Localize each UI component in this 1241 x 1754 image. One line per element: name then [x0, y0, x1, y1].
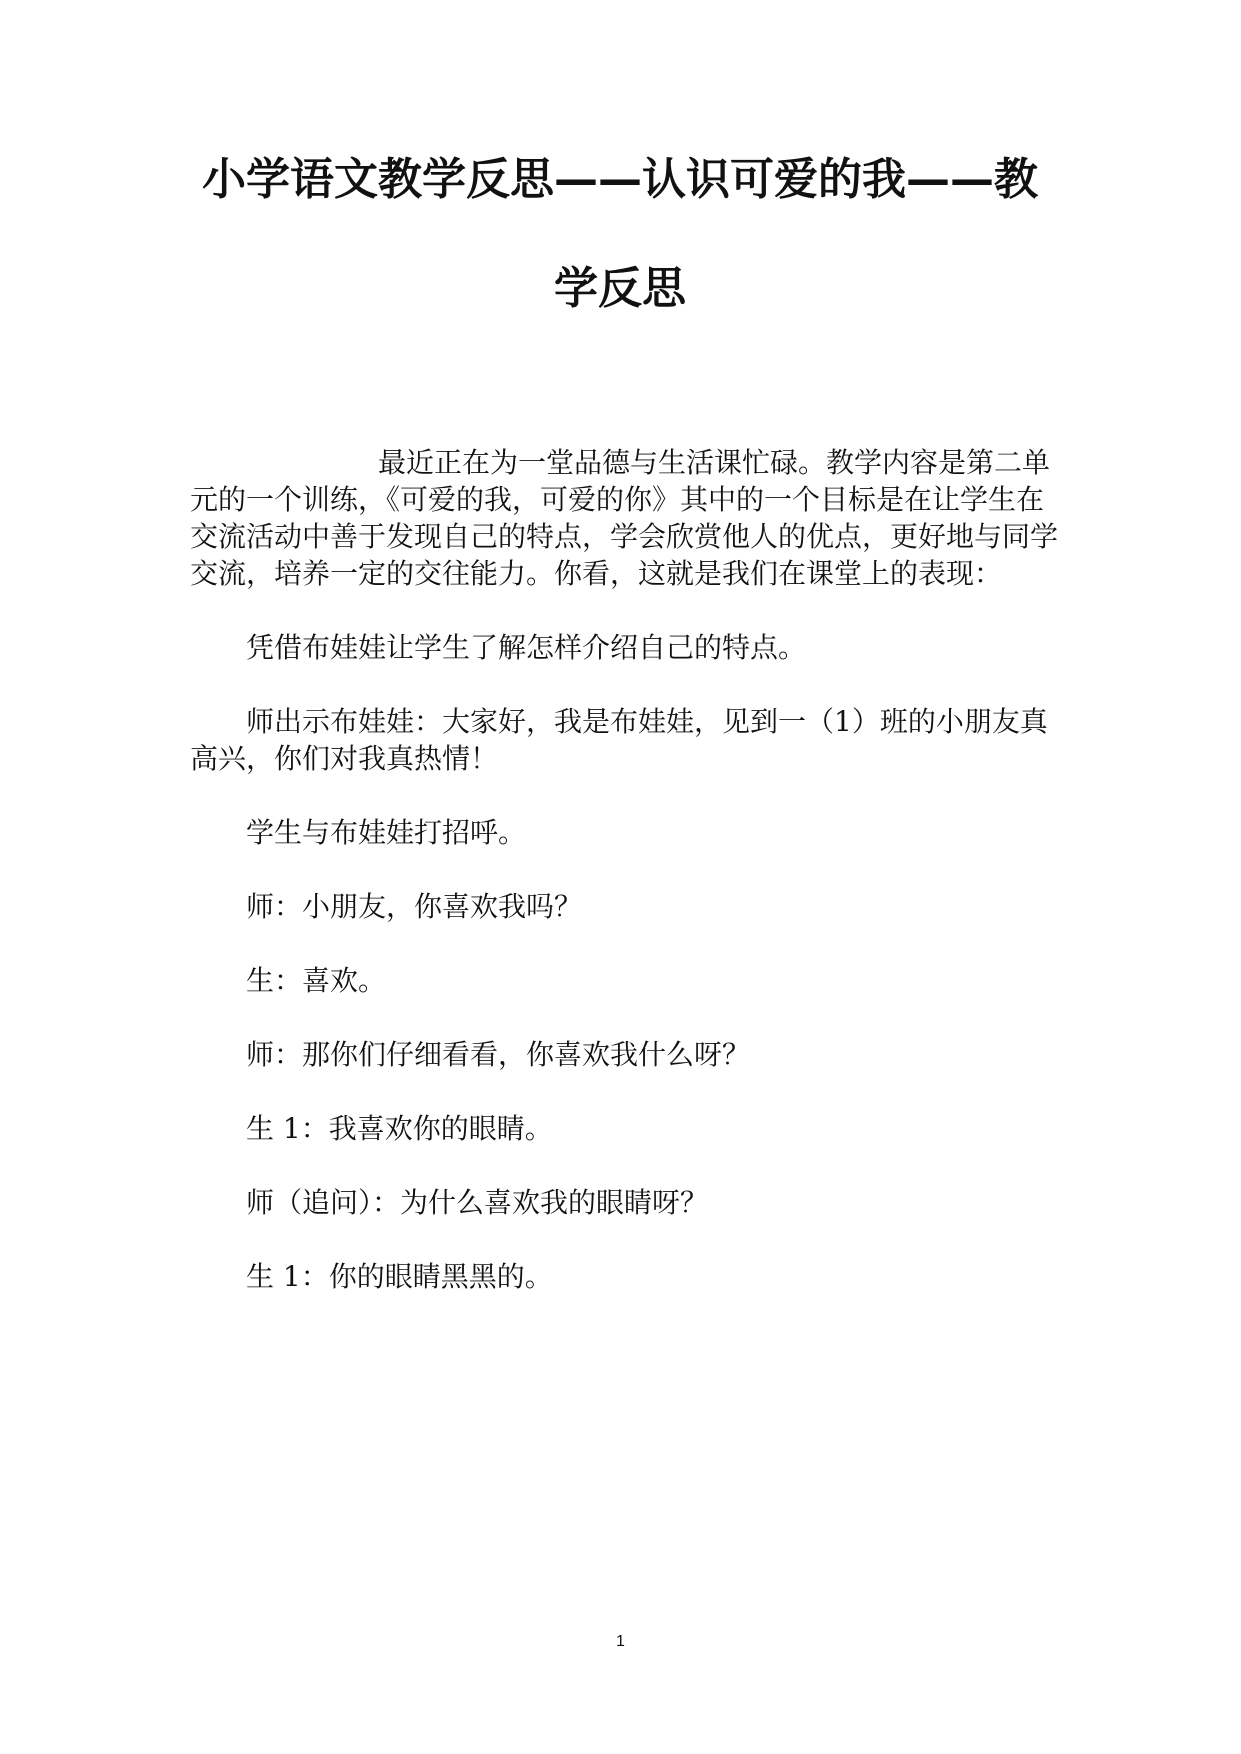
paragraph: 师：小朋友，你喜欢我吗？ [246, 890, 583, 923]
paragraph: 凭借布娃娃让学生了解怎样介绍自己的特点。 [246, 631, 807, 664]
paragraph: 师（追问）：为什么喜欢我的眼睛呀？ [246, 1186, 709, 1219]
paragraph: 生 1：我喜欢你的眼睛。 [246, 1112, 553, 1145]
paragraph: 师出示布娃娃：大家好，我是布娃娃，见到一（1）班的小朋友真高兴，你们对我真热情！ [190, 705, 1048, 775]
document-title-line-2: 学反思 [554, 263, 686, 314]
document-title-line-1: 小学语文教学反思——认识可爱的我——教 [202, 154, 1038, 205]
paragraph-intro: 最近正在为一堂品德与生活课忙碌。教学内容是第二单元的一个训练，《可爱的我，可爱的你》其中的一个目标是在让学生在交流活动中善于发现自己的特点，学会欣赏他人的优点，更好地与同学交流，培养一定的交往能力。你看，这就是我们在课堂上的表现： [190, 446, 1059, 590]
paragraph: 师：那你们仔细看看，你喜欢我什么呀？ [246, 1038, 751, 1071]
paragraph: 生 1：你的眼睛黑黑的。 [246, 1260, 553, 1293]
paragraph: 生：喜欢。 [246, 964, 387, 997]
document-body [190, 444, 1070, 1332]
paragraph: 学生与布娃娃打招呼。 [246, 816, 527, 849]
page-number: 1 [616, 1633, 625, 1650]
